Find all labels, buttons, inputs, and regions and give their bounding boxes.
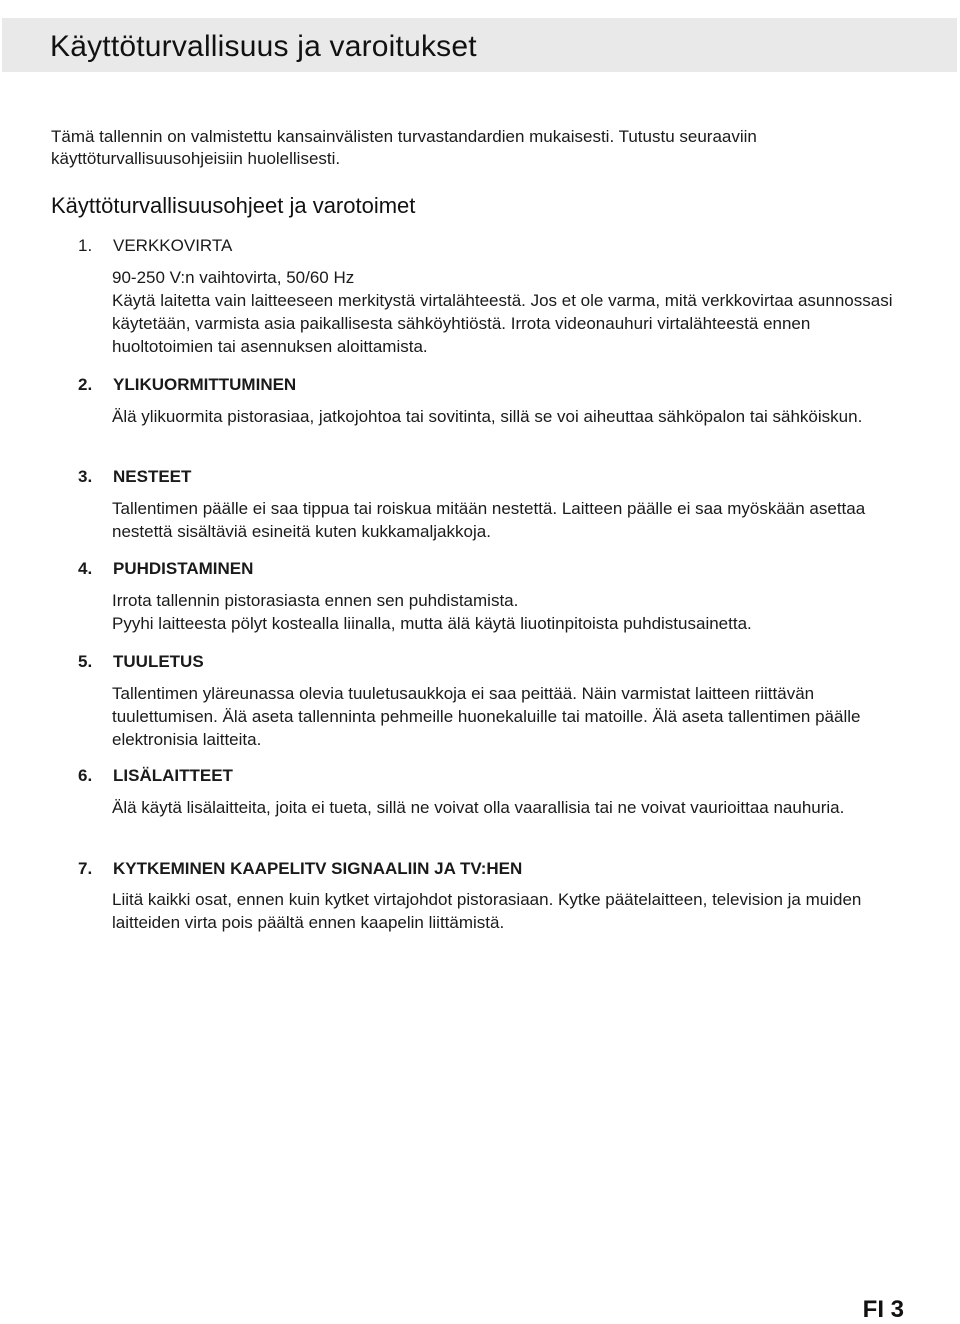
item-body	[112, 497, 902, 543]
item-paragraph: Älä ylikuormita pistorasiaa, jatkojohtoa tai sovitinta, sillä se voi aiheuttaa sähköpalon tai sähköiskun.	[112, 407, 863, 426]
item-heading: VERKKOVIRTA	[113, 236, 233, 255]
item-heading: TUULETUS	[113, 652, 204, 671]
item-number: 1.	[78, 236, 93, 255]
page-number: FI 3	[862, 1296, 904, 1323]
item-paragraph: Käytä laitetta vain laitteeseen merkitystä virtalähteestä. Jos et ole varma, mitä verkkovirtaa asunnossasi käytetään, varmista asia paikallisesta sähköyhtiöstä. Irrota videonauhuri virtalähteestä ennen huoltotoimien tai asennuksen aloittamista.	[112, 291, 893, 356]
item-paragraph: 90-250 V:n vaihtovirta, 50/60 Hz	[112, 268, 355, 287]
item-heading: LISÄLAITTEET	[113, 766, 233, 785]
item-paragraph: Tallentimen yläreunassa olevia tuuletusaukkoja ei saa peittää. Näin varmistat laitteen riittävän tuulettumisen. Älä aseta tallenninta pehmeille huonekaluille tai matoille. Älä aseta tallentimen päälle elektronisia laitteita.	[112, 684, 861, 749]
item-number: 5.	[78, 652, 93, 671]
item-body	[112, 796, 902, 819]
item-paragraph: Tallentimen päälle ei saa tippua tai roiskua mitään nestettä. Laitteen päälle ei saa myöskään asettaa nestettä sisältäviä esineitä kuten kukkamaljakkoja.	[112, 499, 866, 541]
intro-paragraph: Tämä tallennin on valmistettu kansainvälisten turvastandardien mukaisesti. Tutustu seuraaviin käyttöturvallisuusohjeisiin huolellisesti.	[51, 127, 757, 168]
item-paragraph: Pyyhi laitteesta pölyt kostealla liinalla, mutta älä käytä liuotinpitoista puhdistusainetta.	[112, 614, 752, 633]
item-number: 6.	[78, 766, 93, 785]
section-heading: Käyttöturvallisuusohjeet ja varotoimet	[51, 193, 416, 218]
item-heading: PUHDISTAMINEN	[113, 559, 254, 578]
item-heading: KYTKEMINEN KAAPELITV SIGNAALIIN JA TV:HEN	[113, 859, 523, 878]
item-body	[112, 266, 902, 358]
item-body	[112, 888, 902, 934]
item-body	[112, 405, 902, 428]
item-number: 3.	[78, 467, 93, 486]
item-body	[112, 682, 902, 751]
item-number: 7.	[78, 859, 93, 878]
item-body	[112, 589, 902, 635]
item-paragraph: Irrota tallennin pistorasiasta ennen sen puhdistamista.	[112, 591, 519, 610]
page-title: Käyttöturvallisuus ja varoitukset	[50, 30, 477, 63]
item-number: 2.	[78, 375, 93, 394]
item-paragraph: Älä käytä lisälaitteita, joita ei tueta, sillä ne voivat olla vaarallisia tai ne voivat vaurioittaa nauhuria.	[112, 798, 845, 817]
item-paragraph: Liitä kaikki osat, ennen kuin kytket virtajohdot pistorasiaan. Kytke päätelaitteen, television ja muiden laitteiden virta pois päältä ennen kaapelin liittämistä.	[112, 890, 862, 932]
item-number: 4.	[78, 559, 93, 578]
item-heading: YLIKUORMITTUMINEN	[113, 375, 297, 394]
item-heading: NESTEET	[113, 467, 192, 486]
